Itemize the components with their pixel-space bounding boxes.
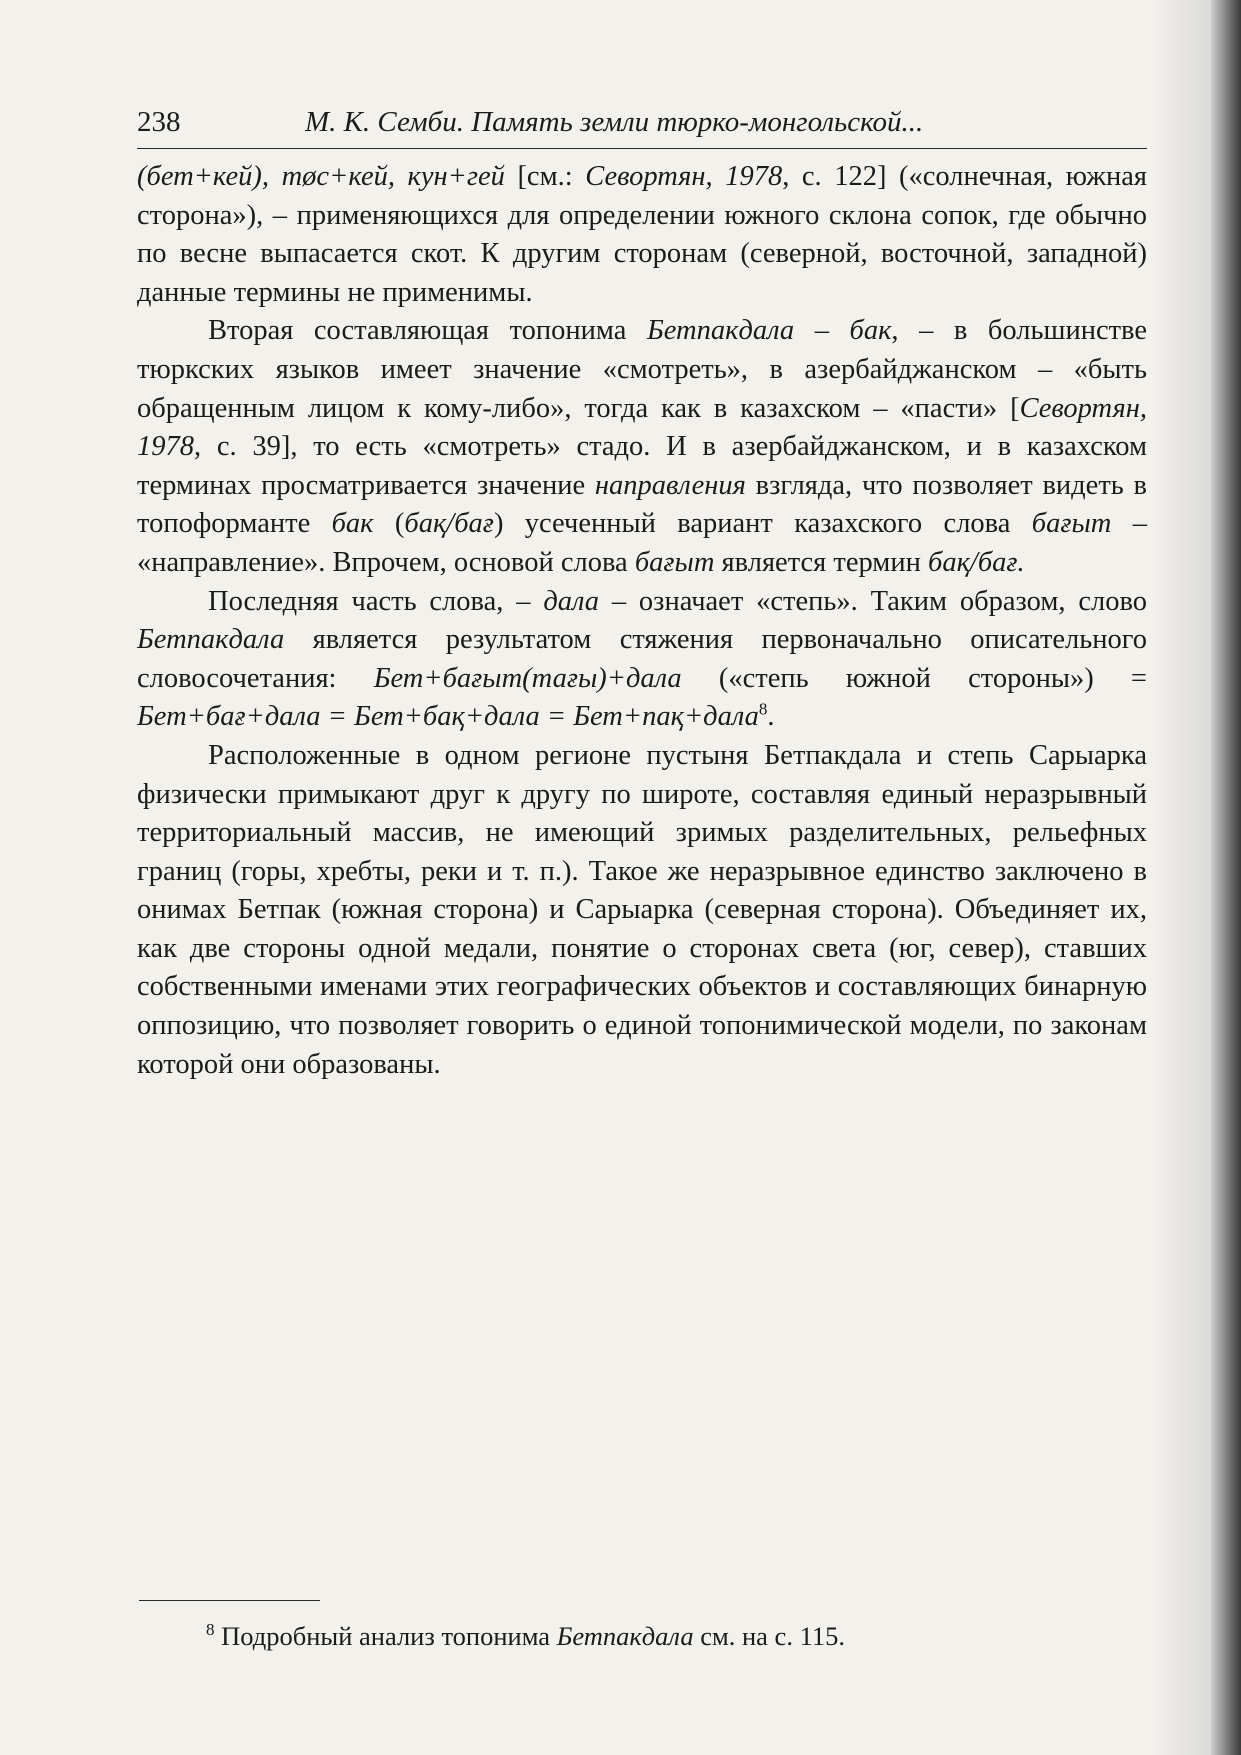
text-run: является термин	[714, 546, 928, 578]
footnote	[206, 1619, 1106, 1653]
text-run: взгляда, что позволяет видеть в топоформанте	[137, 469, 1147, 540]
italic-term: Севортян, 1978	[585, 161, 783, 192]
footnote-reference: 8	[758, 699, 768, 719]
text-run: («степь южной стороны») =	[681, 662, 1147, 694]
text-run: .	[767, 701, 775, 733]
italic-term: Бет+бағ+дала = Бет+бақ+дала = Бет+пақ+дала	[137, 701, 759, 733]
italic-term: Севортян, 1978	[137, 392, 1147, 463]
main-text	[137, 158, 1147, 1084]
italic-term: (бет+кей), тøс+кей, кун+гей	[137, 161, 505, 192]
text-run: , с. 39], то есть «смотреть» стадо. И в азербайджанском, и в казахском терминах просматривается значение	[137, 431, 1147, 501]
footnote-text	[215, 1621, 845, 1651]
footnote-marker: 8	[206, 1620, 215, 1640]
paragraph-2	[137, 312, 1147, 582]
paragraph-4	[137, 737, 1147, 1084]
text-run: ) усеченный вариант казахского слова	[493, 508, 1032, 540]
text-run: , – в большинстве тюркских языков имеет значение «смотреть», в азербайджанском – «быть обращенным лицом к кому-либо», тогда как в казахском – «пасти» [	[137, 315, 1147, 424]
text-run: – означает «степь». Таким образом, слово	[599, 585, 1147, 617]
italic-term: Бетпакдала	[137, 624, 285, 656]
running-title: М. К. Семби. Память земли тюрко-монгольской...	[305, 106, 924, 138]
text-run: Вторая составляющая топонима	[208, 315, 647, 347]
text-run: Последняя часть слова, –	[208, 585, 544, 617]
page-edge-shading	[1151, 0, 1211, 1755]
text-run: см. на с. 115.	[693, 1621, 845, 1651]
italic-term: бағыт	[634, 546, 715, 578]
running-header	[137, 104, 1147, 149]
text-run: является результатом стяжения первоначально описательного словосочетания:	[137, 624, 1147, 694]
italic-term: дала	[543, 585, 600, 617]
italic-term: бағыт	[1031, 508, 1112, 540]
paragraph-3	[137, 583, 1147, 737]
italic-term: Бет+бағыт(тағы)+дала	[373, 662, 682, 694]
italic-term: Бетпакдала	[556, 1621, 694, 1651]
text-run: , с. 122] («солнечная, южная сторона»), – применяющихся для определении южного склона сопок, где обычно по весне выпасается скот. К другим сторонам (северной, восточной, западной) данные термины не применимы.	[137, 161, 1148, 308]
page-number: 238	[137, 106, 181, 138]
paragraph-1	[137, 158, 1147, 312]
text-run: Подробный анализ топонима	[214, 1621, 557, 1651]
footnote-separator	[139, 1600, 320, 1601]
book-spine-shadow	[1211, 0, 1241, 1755]
italic-term: Бетпакдала – бак	[646, 315, 892, 347]
italic-term: бак	[331, 508, 374, 540]
italic-term: бақ/бағ	[404, 508, 494, 540]
text-run: Расположенные в одном регионе пустыня Бетпакдала и степь Сарыарка физически примыкают друг к другу по широте, составляя единый неразрывный территориальный массив, не имеющий зримых разделительных, рельефных границ (горы, хребты, реки и т. п.). Такое же неразрывное единство заключено в онимах Бетпак (южная сторона) и Сарыарка (северная сторона). Объединяет их, как две стороны одной медали, понятие о сторонах света (юг, север), ставших собственными именами этих географических объектов и составляющих бинарную оппозицию, что позволяет говорить о единой топонимической модели, по законам которой они образованы.	[137, 739, 1147, 1080]
text-run: – «направление». Впрочем, основой слова	[137, 508, 1148, 578]
italic-term: направления	[594, 469, 746, 501]
text-run: (	[373, 508, 405, 540]
text-run: [см.:	[504, 161, 586, 192]
italic-term: бақ/бағ.	[927, 546, 1025, 578]
